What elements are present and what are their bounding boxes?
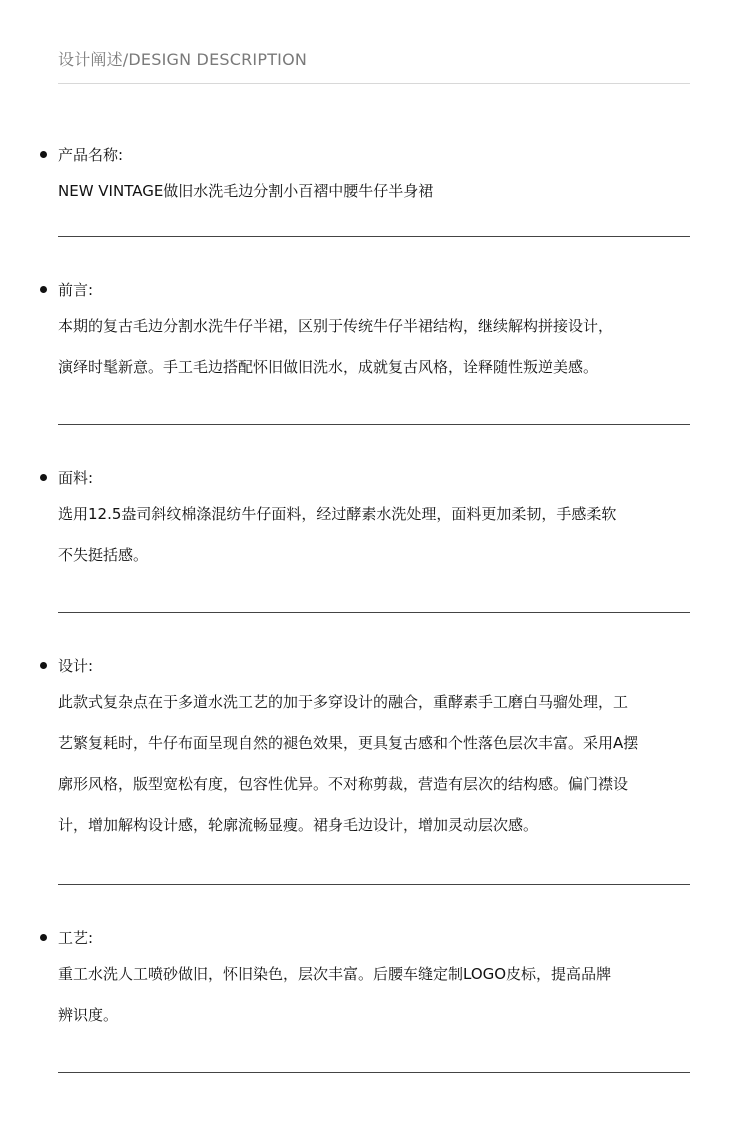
bullet-icon <box>40 286 47 293</box>
section-heading <box>40 465 690 491</box>
section-divider <box>58 424 690 425</box>
body-line: 此款式复杂点在于多道水洗工艺的加于多穿设计的融合，重酵素手工磨白马骝处理，工 <box>58 693 629 711</box>
bullet-icon <box>40 662 47 669</box>
section-divider <box>58 612 690 613</box>
section-body <box>40 306 690 388</box>
body-line: 选用12.5盎司斜纹棉涤混纺牛仔面料，经过酵素水洗处理，面料更加柔韧，手感柔软 <box>58 505 617 523</box>
body-line: 演绎时髦新意。手工毛边搭配怀旧做旧洗水，成就复古风格，诠释随性叛逆美感。 <box>58 358 599 376</box>
section-divider <box>58 1072 690 1073</box>
section-body <box>40 954 690 1036</box>
body-line: NEW VINTAGE做旧水洗毛边分割小百褶中腰牛仔半身裙 <box>58 182 434 200</box>
section-heading-label: 面料: <box>58 469 94 487</box>
page-header <box>58 48 690 72</box>
section-heading <box>40 277 690 303</box>
body-line: 不失挺括感。 <box>58 546 149 564</box>
header-divider <box>58 83 690 84</box>
section-divider <box>58 884 690 885</box>
section-preface <box>40 277 690 388</box>
section-heading-label: 工艺: <box>58 929 94 947</box>
section-fabric <box>40 465 690 576</box>
section-body <box>40 171 690 212</box>
section-body <box>40 682 690 846</box>
bullet-icon <box>40 474 47 481</box>
section-heading <box>40 142 690 168</box>
body-line: 辨识度。 <box>58 1006 119 1024</box>
section-heading <box>40 653 690 679</box>
body-line: 艺繁复耗时，牛仔布面呈现自然的褪色效果，更具复古感和个性落色层次丰富。采用A摆 <box>58 734 639 752</box>
body-line: 计，增加解构设计感，轮廓流畅显瘦。裙身毛边设计，增加灵动层次感。 <box>58 816 539 834</box>
section-heading-label: 设计: <box>58 657 94 675</box>
section-craft <box>40 925 690 1036</box>
section-divider <box>58 236 690 237</box>
section-design <box>40 653 690 846</box>
section-body <box>40 494 690 576</box>
section-heading-label: 前言: <box>58 281 94 299</box>
section-heading-label: 产品名称: <box>58 146 124 164</box>
bullet-icon <box>40 934 47 941</box>
section-heading <box>40 925 690 951</box>
bullet-icon <box>40 151 47 158</box>
body-line: 重工水洗人工喷砂做旧，怀旧染色，层次丰富。后腰车缝定制LOGO皮标，提高品牌 <box>58 965 612 983</box>
body-line: 廓形风格，版型宽松有度，包容性优异。不对称剪裁，营造有层次的结构感。偏门襟设 <box>58 775 629 793</box>
section-product-name <box>40 142 690 212</box>
body-line: 本期的复古毛边分割水洗牛仔半裙，区别于传统牛仔半裙结构，继续解构拼接设计， <box>58 317 614 335</box>
page-title: 设计阐述/DESIGN DESCRIPTION <box>58 50 308 69</box>
